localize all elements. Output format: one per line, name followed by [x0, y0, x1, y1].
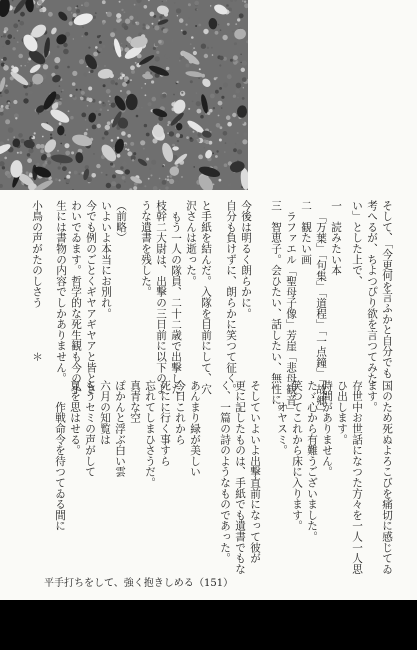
text-column: わいでゐます。哲学的な死生観も今の小	[70, 200, 82, 395]
page-number: （151）	[194, 578, 234, 589]
text-column: 沢さんは逝った。	[185, 200, 197, 287]
text-column: 今でも例のごとくギヤアギヤアと皆とさ	[85, 200, 97, 395]
text-column: もうセミの声がして	[84, 380, 96, 478]
text-column: 更に記したものは、手紙でも遺書でもな	[234, 380, 246, 575]
text-column: 生には書物の内容でしかありません。	[55, 200, 67, 384]
text-column: あんまり緑が美しい	[189, 380, 201, 478]
text-column: 小鳥の声がたのしさう ＊	[31, 200, 43, 362]
text-column: 今後は明るく朗らかに。	[240, 200, 252, 319]
text-column: 夏を思はせる。	[69, 380, 81, 456]
text-column: 時間がありません。	[321, 380, 333, 478]
text-column: 枝幹二大尉は、出撃の三日前に以下のよ	[155, 200, 167, 395]
text-column: オヤスミ。	[276, 380, 288, 456]
text-column: 三 智恵子。会ひたい、話したい、無性に。	[270, 200, 282, 416]
photograph-leaves-on-ground	[0, 0, 248, 190]
text-column: い」とした上で、	[351, 200, 363, 287]
text-column: ラファエル「聖母子像」芳崖「悲母観音」	[285, 211, 297, 417]
text-column: （前略）	[115, 200, 127, 244]
text-column: 真青な空	[129, 380, 141, 424]
text-column: 作戦命令を待つてゐる間に	[54, 380, 66, 532]
text-column: く、一篇の詩のようなものであった。	[219, 380, 231, 564]
text-column: 忘れてしまひさうだ。	[144, 380, 156, 488]
text-column: 「万葉」「句集」「道程」「一点鐘」「故郷」	[315, 211, 327, 417]
text-column: 二 観たい画	[300, 200, 312, 265]
text-column: もう一人の隊員、二十二歳で出撃した	[170, 211, 182, 395]
text-column: ます。	[366, 380, 378, 413]
text-column: うな遺書を残した。	[140, 200, 152, 298]
text-column: 笑つてこれから床に入ります。	[291, 380, 303, 532]
text-column: 存世中お世話になつた方々を一人一人思	[351, 380, 363, 575]
text-column: 今日これから	[174, 380, 186, 445]
text-column: いよいよ本当にお別れ。	[100, 200, 112, 319]
footer-caption: 平手打ちをして、強く抱きしめる	[44, 578, 194, 589]
text-column: 国のため死ぬよろこびを痛切に感じてゐ	[381, 380, 393, 575]
text-column: そしていよいよ出撃直前になって彼が	[249, 380, 261, 564]
text-column: ひ出します。	[336, 380, 348, 445]
text-column: と手紙を結んだ。入隊を目前にして、穴	[200, 200, 212, 395]
text-column: 自分も負けずに、朗らかに笑つて征く。	[225, 200, 237, 395]
page-footer	[0, 572, 417, 588]
text-column: 死にに行く事すら	[159, 380, 171, 467]
text-column: そして、「今更何を言ふかと自分でも	[381, 200, 393, 379]
text-column: 六月の知覧は	[99, 380, 111, 445]
text-column: たゞ心から有難うございました。	[306, 380, 318, 542]
text-column: ぽかんと浮ぶ白い雲	[114, 380, 126, 478]
text-column: 考へるが、ちよつぴり欲を言つてみた	[366, 200, 378, 384]
text-column: 一 読みたい本	[330, 200, 342, 276]
